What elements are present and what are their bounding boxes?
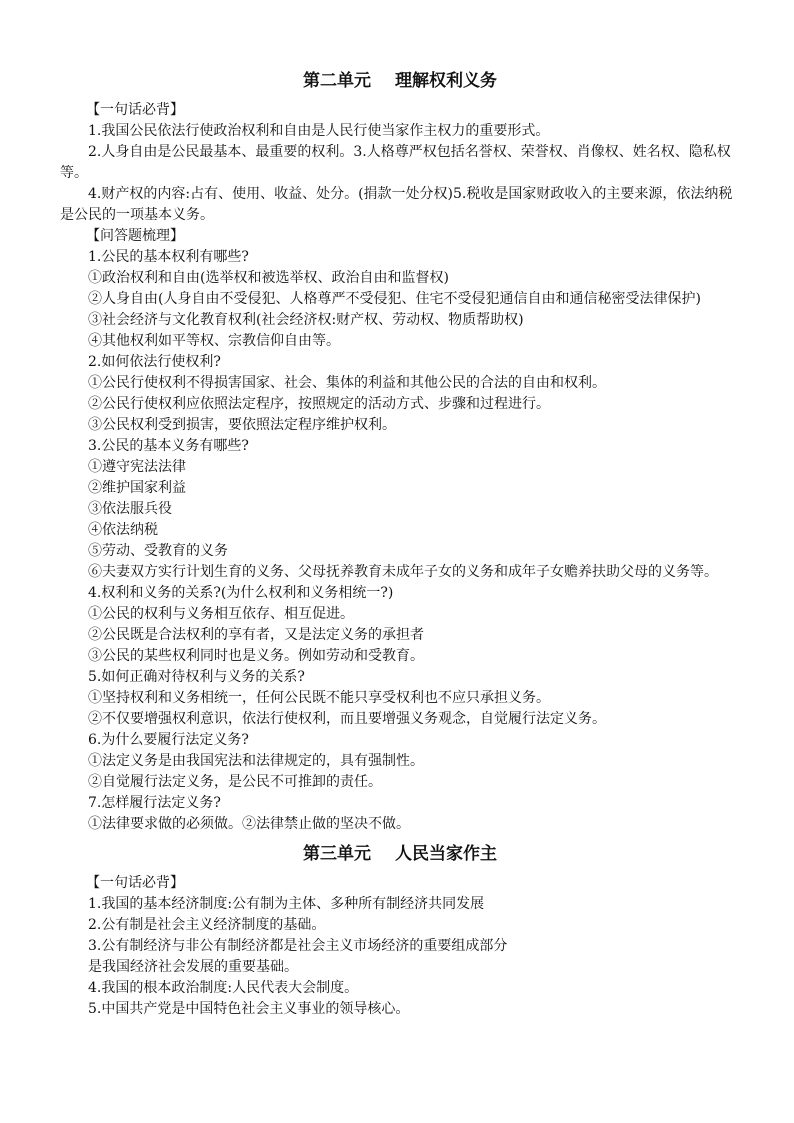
unit2-tag-qa: 【问答题梳理】 (86, 228, 184, 244)
unit3-heading-title: 人民当家作主 (395, 844, 497, 864)
question-1-answer-1: ①政治权利和自由(选举权和被选举权、政治自由和监督权) (88, 270, 449, 286)
unit3-heading-number: 第三单元 (303, 844, 371, 864)
unit2-heading-number: 第二单元 (303, 71, 371, 91)
unit3-heading (60, 841, 740, 867)
unit3-point-3: 3.公有制经济与非公有制经济都是社会主义市场经济的重要组成部分 (88, 938, 508, 954)
unit3-point-3-cont: 是我国经济社会发展的重要基础。 (88, 959, 298, 975)
question-2: 2.如何依法行使权利? (88, 354, 221, 370)
question-2-answer-2: ②公民行使权利应依照法定程序，按照规定的活动方式、步骤和过程进行。 (88, 396, 550, 412)
question-7-answer-1: ①法律要求做的必须做。②法律禁止做的坚决不做。 (88, 816, 410, 832)
unit3-point-5: 5.中国共产党是中国特色社会主义事业的领导核心。 (88, 1001, 410, 1017)
question-2-answer-3: ③公民权利受到损害，要依照法定程序维护权利。 (88, 417, 396, 433)
question-5: 5.如何正确对待权利与义务的关系? (88, 669, 305, 685)
question-3: 3.公民的基本义务有哪些? (88, 438, 249, 454)
question-3-answer-3: ③依法服兵役 (88, 501, 172, 517)
unit2-point-2: 2.人身自由是公民最基本、最重要的权利。3.人格尊严权包括名誉权、荣誉权、肖像权、姓名权、隐私权等。 (60, 144, 731, 181)
question-1-answer-3: ③社会经济与文化教育权利(社会经济权:财产权、劳动权、物质帮助权) (88, 312, 524, 328)
question-5-answer-1: ①坚持权利和义务相统一，任何公民既不能只享受权利也不应只承担义务。 (88, 690, 550, 706)
question-3-answer-4: ④依法纳税 (88, 522, 158, 538)
question-1: 1.公民的基本权利有哪些? (88, 249, 249, 265)
question-5-answer-2: ②不仅要增强权利意识，依法行使权利，而且要增强义务观念，自觉履行法定义务。 (88, 711, 606, 727)
question-4-answer-3: ③公民的某些权利同时也是义务。例如劳动和受教育。 (88, 648, 424, 664)
question-3-answer-1: ①遵守宪法法律 (88, 459, 186, 475)
unit3-point-1: 1.我国的基本经济制度:公有制为主体、多种所有制经济共同发展 (88, 896, 485, 912)
unit3-point-2: 2.公有制是社会主义经济制度的基础。 (88, 917, 326, 933)
question-2-answer-1: ①公民行使权利不得损害国家、社会、集体的利益和其他公民的合法的自由和权利。 (88, 375, 606, 391)
unit2-heading-title: 理解权利义务 (395, 71, 497, 91)
question-1-answer-4: ④其他权利如平等权、宗教信仰自由等。 (88, 333, 340, 349)
unit2-point-3: 4.财产权的内容:占有、使用、收益、处分。(捐款一处分权)5.税收是国家财政收入的主要来源，依法纳税是公民的一项基本义务。 (60, 186, 733, 223)
question-7: 7.怎样履行法定义务? (88, 795, 221, 811)
question-6-answer-1: ①法定义务是由我国宪法和法律规定的，具有强制性。 (88, 753, 424, 769)
question-6: 6.为什么要履行法定义务? (88, 732, 249, 748)
document-page (60, 64, 740, 1020)
question-1-answer-2: ②人身自由(人身自由不受侵犯、人格尊严不受侵犯、住宅不受侵犯通信自由和通信秘密受法律保护) (88, 291, 701, 307)
unit2-point-1: 1.我国公民依法行使政治权利和自由是人民行使当家作主权力的重要形式。 (88, 123, 550, 139)
question-3-answer-2: ②维护国家利益 (88, 480, 186, 496)
question-3-answer-5: ⑤劳动、受教育的义务 (88, 543, 228, 559)
question-4-answer-2: ②公民既是合法权利的享有者，又是法定义务的承担者 (88, 627, 424, 643)
question-6-answer-2: ②自觉履行法定义务，是公民不可推卸的责任。 (88, 774, 382, 790)
unit2-tag-memorize: 【一句话必背】 (86, 102, 184, 118)
question-4: 4.权利和义务的关系?(为什么权利和义务相统一?) (88, 585, 394, 601)
question-3-answer-6: ⑥夫妻双方实行计划生育的义务、父母抚养教育未成年子女的义务和成年子女赡养扶助父母的义务等。 (88, 564, 718, 580)
unit3-point-4: 4.我国的根本政治制度:人民代表大会制度。 (88, 980, 359, 996)
unit2-heading (60, 68, 740, 94)
question-4-answer-1: ①公民的权利与义务相互依存、相互促进。 (88, 606, 354, 622)
unit3-tag-memorize: 【一句话必背】 (86, 875, 184, 891)
